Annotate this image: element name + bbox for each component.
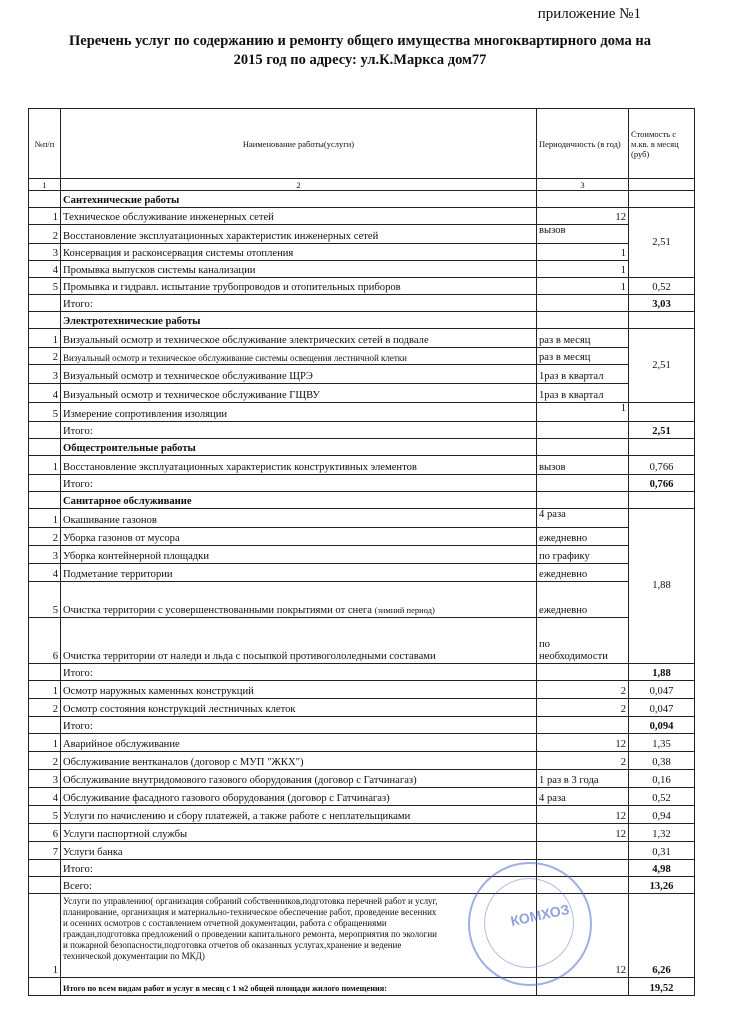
section-title-row bbox=[29, 492, 695, 509]
section-title: Общестроительные работы bbox=[61, 439, 537, 456]
row-period: вызов bbox=[537, 456, 629, 475]
row-number: 1 bbox=[29, 329, 61, 348]
subtotal-row bbox=[29, 422, 695, 439]
row-number: 7 bbox=[29, 842, 61, 860]
section-title: Сантехнические работы bbox=[61, 191, 537, 208]
row-period bbox=[537, 842, 629, 860]
grand-total-row bbox=[29, 877, 695, 894]
subtotal-value: 0,766 bbox=[629, 475, 695, 492]
grand-total-label: Всего: bbox=[61, 877, 537, 894]
colnum-2: 2 bbox=[61, 179, 537, 191]
header-cost: Стоимость с м.кв. в месяц (руб) bbox=[629, 109, 695, 179]
subtotal-label: Итого: bbox=[61, 860, 537, 877]
row-cost: 0,52 bbox=[629, 278, 695, 295]
row-name: Восстановление эксплуатационных характеристик конструктивных элементов bbox=[61, 456, 537, 475]
section-title-row bbox=[29, 312, 695, 329]
row-period: по графику bbox=[537, 546, 629, 564]
row-name: Уборка контейнерной площадки bbox=[61, 546, 537, 564]
row-name: Промывка выпусков системы канализации bbox=[61, 261, 537, 278]
row-name-cell bbox=[61, 582, 537, 618]
row-period: 1 раз в 3 года bbox=[537, 770, 629, 788]
row-period: 1 bbox=[537, 278, 629, 295]
table-row bbox=[29, 456, 695, 475]
subtotal-label: Итого: bbox=[61, 422, 537, 439]
row-number: 5 bbox=[29, 582, 61, 618]
subtotal-row bbox=[29, 717, 695, 734]
row-period: 12 bbox=[537, 894, 629, 978]
row-name: Обслуживание вентканалов (договор с МУП "ЖКХ") bbox=[61, 752, 537, 770]
row-name: Подметание территории bbox=[61, 564, 537, 582]
row-name: Окашивание газонов bbox=[61, 509, 537, 528]
table-row bbox=[29, 278, 695, 295]
row-number: 5 bbox=[29, 806, 61, 824]
row-number: 5 bbox=[29, 403, 61, 422]
header-period: Периодичность (в год) bbox=[537, 109, 629, 179]
row-period: 12 bbox=[537, 824, 629, 842]
row-name: Очистка территории с усовершенствованными покрытиями от снега bbox=[63, 605, 372, 616]
row-period: 4 раза bbox=[537, 788, 629, 806]
table-row bbox=[29, 618, 695, 664]
document-title bbox=[30, 32, 690, 70]
row-period: 2 bbox=[537, 681, 629, 699]
section-title: Электротехнические работы bbox=[61, 312, 537, 329]
table-row bbox=[29, 788, 695, 806]
table-row bbox=[29, 225, 695, 244]
row-period-line-1: по bbox=[539, 639, 550, 650]
row-number: 2 bbox=[29, 348, 61, 365]
management-description bbox=[61, 894, 537, 978]
subtotal-row bbox=[29, 475, 695, 492]
row-cost: 0,94 bbox=[629, 806, 695, 824]
appendix-label: приложение №1 bbox=[537, 6, 641, 22]
row-name: Аварийное обслуживание bbox=[61, 734, 537, 752]
row-name: Очистка территории от наледи и льда с посыпкой противогололедными составами bbox=[61, 618, 537, 664]
merged-cost: 2,51 bbox=[629, 329, 695, 403]
row-period: 1 bbox=[537, 403, 629, 422]
header-num: №п/п bbox=[29, 109, 61, 179]
row-cost: 0,047 bbox=[629, 681, 695, 699]
table-row bbox=[29, 244, 695, 261]
row-period: раз в месяц bbox=[537, 329, 629, 348]
table-row bbox=[29, 752, 695, 770]
row-period: 1раз в квартал bbox=[537, 365, 629, 384]
table-row bbox=[29, 509, 695, 528]
title-line-2: 2015 год по адресу: ул.К.Маркса дом77 bbox=[233, 52, 487, 68]
subtotal-row bbox=[29, 295, 695, 312]
row-number: 1 bbox=[29, 681, 61, 699]
subtotal-row bbox=[29, 664, 695, 681]
row-period: 12 bbox=[537, 806, 629, 824]
management-line: и пожарной безопасности,подготовка отчетов об оказанных услугах,хранение и ведение bbox=[63, 940, 402, 950]
subtotal-value: 2,51 bbox=[629, 422, 695, 439]
row-cost: 6,26 bbox=[629, 894, 695, 978]
section-title: Санитарное обслуживание bbox=[61, 492, 537, 509]
header-name: Наименование работы(услуги) bbox=[61, 109, 537, 179]
subtotal-label: Итого: bbox=[61, 295, 537, 312]
row-name: Техническое обслуживание инженерных сетей bbox=[61, 208, 537, 225]
row-name: Осмотр состояния конструкций лестничных клеток bbox=[61, 699, 537, 717]
table-row bbox=[29, 842, 695, 860]
row-period: ежедневно bbox=[537, 528, 629, 546]
row-number: 2 bbox=[29, 699, 61, 717]
row-cost: 0,16 bbox=[629, 770, 695, 788]
row-name: Консервация и расконсервация системы отопления bbox=[61, 244, 537, 261]
table-row bbox=[29, 806, 695, 824]
row-cost: 0,766 bbox=[629, 456, 695, 475]
row-period: 1раз в квартал bbox=[537, 384, 629, 403]
management-line: технической документации по МКД) bbox=[63, 951, 205, 961]
row-number: 1 bbox=[29, 456, 61, 475]
subtotal-row bbox=[29, 860, 695, 877]
row-number: 4 bbox=[29, 384, 61, 403]
colnum-4 bbox=[629, 179, 695, 191]
row-period: раз в месяц bbox=[537, 348, 629, 365]
row-number: 1 bbox=[29, 734, 61, 752]
table-row bbox=[29, 261, 695, 278]
row-number: 3 bbox=[29, 546, 61, 564]
row-name: Осмотр наружных каменных конструкций bbox=[61, 681, 537, 699]
row-cost: 1,32 bbox=[629, 824, 695, 842]
row-name: Уборка газонов от мусора bbox=[61, 528, 537, 546]
grand-total-value: 13,26 bbox=[629, 877, 695, 894]
row-cost: 0,047 bbox=[629, 699, 695, 717]
management-line: и осенних осмотров с составлением отчетной документации, работа с обращениями bbox=[63, 918, 387, 928]
row-period: 1 bbox=[537, 244, 629, 261]
row-period: ежедневно bbox=[537, 564, 629, 582]
table-row bbox=[29, 699, 695, 717]
management-row bbox=[29, 894, 695, 978]
management-line: Услуги по управлению( организация собраний собственников,подготовка перечней работ и услуг, bbox=[63, 896, 438, 906]
row-name: Восстановление эксплуатационных характеристик инженерных сетей bbox=[61, 225, 537, 244]
row-period: 12 bbox=[537, 734, 629, 752]
row-period: 2 bbox=[537, 699, 629, 717]
row-number: 5 bbox=[29, 278, 61, 295]
row-name: Измерение сопротивления изоляции bbox=[61, 403, 537, 422]
row-period: 12 bbox=[537, 208, 629, 225]
table-row bbox=[29, 824, 695, 842]
table-row bbox=[29, 582, 695, 618]
row-number: 2 bbox=[29, 528, 61, 546]
table-row bbox=[29, 208, 695, 225]
subtotal-value: 4,98 bbox=[629, 860, 695, 877]
colnum-3: 3 bbox=[537, 179, 629, 191]
merged-cost: 1,88 bbox=[629, 509, 695, 664]
management-line: планирование, организация и материально-техническое обеспечение работ, проведение весенних bbox=[63, 907, 437, 917]
row-name: Визуальный осмотр и техническое обслуживание системы освещения лестничной клетки bbox=[61, 348, 537, 365]
table-row bbox=[29, 528, 695, 546]
subtotal-label: Итого: bbox=[61, 475, 537, 492]
table-row bbox=[29, 734, 695, 752]
subtotal-value: 1,88 bbox=[629, 664, 695, 681]
title-line-1: Перечень услуг по содержанию и ремонту общего имущества многоквартирного дома на bbox=[69, 33, 651, 49]
row-name: Промывка и гидравл. испытание трубопроводов и отопительных приборов bbox=[61, 278, 537, 295]
row-period: 4 раза bbox=[537, 509, 629, 528]
row-period: вызов bbox=[537, 225, 629, 244]
row-period-line-2: необходимости bbox=[539, 651, 608, 662]
section-title-row bbox=[29, 439, 695, 456]
row-number: 4 bbox=[29, 788, 61, 806]
row-cost: 0,31 bbox=[629, 842, 695, 860]
row-number: 4 bbox=[29, 261, 61, 278]
subtotal-label: Итого: bbox=[61, 717, 537, 734]
merged-cost: 2,51 bbox=[629, 208, 695, 278]
row-name: Услуги паспортной службы bbox=[61, 824, 537, 842]
colnum-1: 1 bbox=[29, 179, 61, 191]
row-number: 1 bbox=[29, 894, 61, 978]
row-cost: 0,52 bbox=[629, 788, 695, 806]
row-name: Визуальный осмотр и техническое обслуживание ЩРЭ bbox=[61, 365, 537, 384]
row-number: 2 bbox=[29, 225, 61, 244]
table-row bbox=[29, 348, 695, 365]
table-row bbox=[29, 384, 695, 403]
subtotal-label: Итого: bbox=[61, 664, 537, 681]
row-period: ежедневно bbox=[537, 582, 629, 618]
table-row bbox=[29, 329, 695, 348]
row-name: Обслуживание фасадного газового оборудования (договор с Гатчинагаз) bbox=[61, 788, 537, 806]
row-number: 6 bbox=[29, 824, 61, 842]
stamp-text: КОМХОЗ bbox=[508, 900, 571, 930]
table-row bbox=[29, 365, 695, 384]
row-name: Визуальный осмотр и техническое обслуживание ГЩВУ bbox=[61, 384, 537, 403]
row-number: 4 bbox=[29, 564, 61, 582]
final-total-value: 19,52 bbox=[629, 978, 695, 996]
row-number: 3 bbox=[29, 365, 61, 384]
column-number-row bbox=[29, 179, 695, 191]
section-title-row bbox=[29, 191, 695, 208]
table-row bbox=[29, 681, 695, 699]
header-row bbox=[29, 109, 695, 179]
row-name-note: (зимний период) bbox=[374, 605, 435, 615]
row-number: 3 bbox=[29, 244, 61, 261]
organization-stamp bbox=[468, 862, 592, 986]
table-row bbox=[29, 546, 695, 564]
row-number: 1 bbox=[29, 509, 61, 528]
row-cost: 1,35 bbox=[629, 734, 695, 752]
table-row bbox=[29, 564, 695, 582]
final-total-row bbox=[29, 978, 695, 996]
row-number: 2 bbox=[29, 752, 61, 770]
row-name: Услуги банка bbox=[61, 842, 537, 860]
subtotal-value: 0,094 bbox=[629, 717, 695, 734]
row-period: 2 bbox=[537, 752, 629, 770]
table-row bbox=[29, 770, 695, 788]
row-name: Обслуживание внутридомового газового оборудования (договор с Гатчинагаз) bbox=[61, 770, 537, 788]
subtotal-value: 3,03 bbox=[629, 295, 695, 312]
row-period: 1 bbox=[537, 261, 629, 278]
row-number: 6 bbox=[29, 618, 61, 664]
row-name: Услуги по начислению и сбору платежей, а также работе с неплательщиками bbox=[61, 806, 537, 824]
final-total-label: Итого по всем видам работ и услуг в месяц с 1 м2 общей площади жилого помещения: bbox=[61, 978, 537, 996]
row-name: Визуальный осмотр и техническое обслуживание электрических сетей в подвале bbox=[61, 329, 537, 348]
row-number: 1 bbox=[29, 208, 61, 225]
row-number: 3 bbox=[29, 770, 61, 788]
row-cost: 0,38 bbox=[629, 752, 695, 770]
services-table bbox=[28, 108, 695, 996]
table-row bbox=[29, 403, 695, 422]
management-line: граждан,подготовка предложений о проведении капитального ремонта, мероприятия по экологии bbox=[63, 929, 437, 939]
row-period-cell bbox=[537, 618, 629, 664]
